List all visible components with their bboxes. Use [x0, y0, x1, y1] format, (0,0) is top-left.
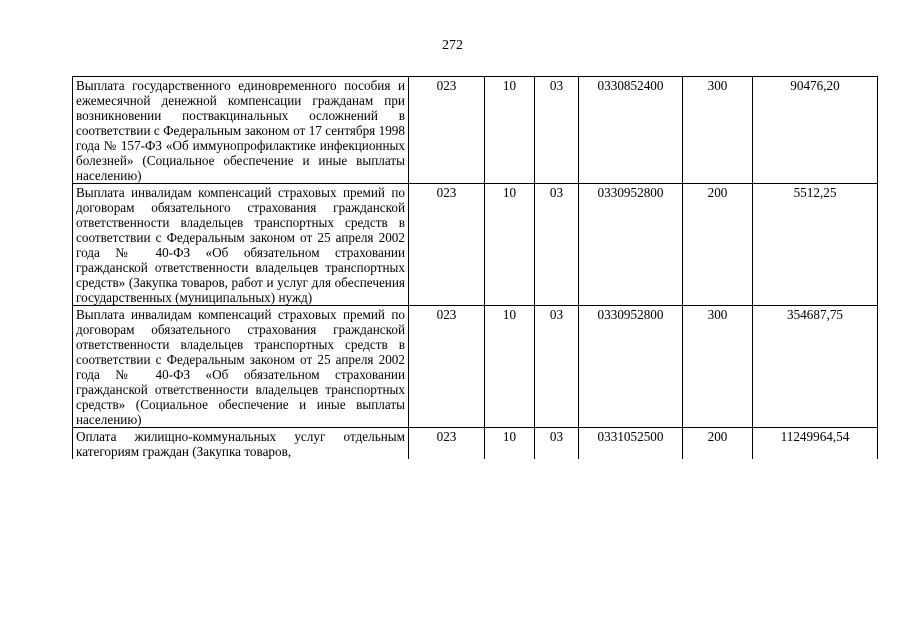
row-expense-type-code: 300 [683, 306, 753, 428]
table-row [73, 184, 878, 306]
row-expense-type-code: 300 [683, 77, 753, 184]
row-target-code: 0330952800 [579, 184, 683, 306]
row-section-code: 10 [485, 184, 535, 306]
table-row [73, 77, 878, 184]
table-row [73, 428, 878, 460]
row-subsection-code: 03 [535, 428, 579, 460]
row-admin-code: 023 [409, 428, 485, 460]
row-section-code: 10 [485, 428, 535, 460]
row-expense-type-code: 200 [683, 184, 753, 306]
row-expense-type-code: 200 [683, 428, 753, 460]
row-section-code: 10 [485, 306, 535, 428]
table-row [73, 306, 878, 428]
row-amount: 11249964,54 [753, 428, 878, 460]
row-admin-code: 023 [409, 77, 485, 184]
row-amount: 5512,25 [753, 184, 878, 306]
row-admin-code: 023 [409, 306, 485, 428]
row-subsection-code: 03 [535, 77, 579, 184]
row-description: Выплата государственного единовременного пособия и ежемесячной денежной компенсации гражданам при возникновении поствакцинальных осложнений в соответствии с Федеральным законом от 17 сентября 1998 года № 157-ФЗ «Об иммунопрофилактике инфекционных болезней» (Социальное обеспечение и иные выплаты населению) [73, 77, 409, 184]
row-description: Выплата инвалидам компенсаций страховых премий по договорам обязательного страхования гражданской ответственности владельцев транспортных средств в соответствии с Федеральным законом от 25 апреля 2002 года № 40-ФЗ «Об обязательном страховании гражданской ответственности владельцев транспортных средств» (Закупка товаров, работ и услуг для обеспечения государственных (муниципальных) нужд) [73, 184, 409, 306]
row-target-code: 0330852400 [579, 77, 683, 184]
row-description: Выплата инвалидам компенсаций страховых премий по договорам обязательного страхования гражданской ответственности владельцев транспортных средств в соответствии с Федеральным законом от 25 апреля 2002 года № 40-ФЗ «Об обязательном страховании гражданской ответственности владельцев транспортных средств» (Социальное обеспечение и иные выплаты населению) [73, 306, 409, 428]
row-subsection-code: 03 [535, 184, 579, 306]
budget-table [72, 76, 878, 459]
row-admin-code: 023 [409, 184, 485, 306]
row-target-code: 0331052500 [579, 428, 683, 460]
row-amount: 354687,75 [753, 306, 878, 428]
row-amount: 90476,20 [753, 77, 878, 184]
row-subsection-code: 03 [535, 306, 579, 428]
row-section-code: 10 [485, 77, 535, 184]
row-description: Оплата жилищно-коммунальных услуг отдельным категориям граждан (Закупка товаров, [73, 428, 409, 460]
row-target-code: 0330952800 [579, 306, 683, 428]
page-number: 272 [442, 38, 463, 53]
